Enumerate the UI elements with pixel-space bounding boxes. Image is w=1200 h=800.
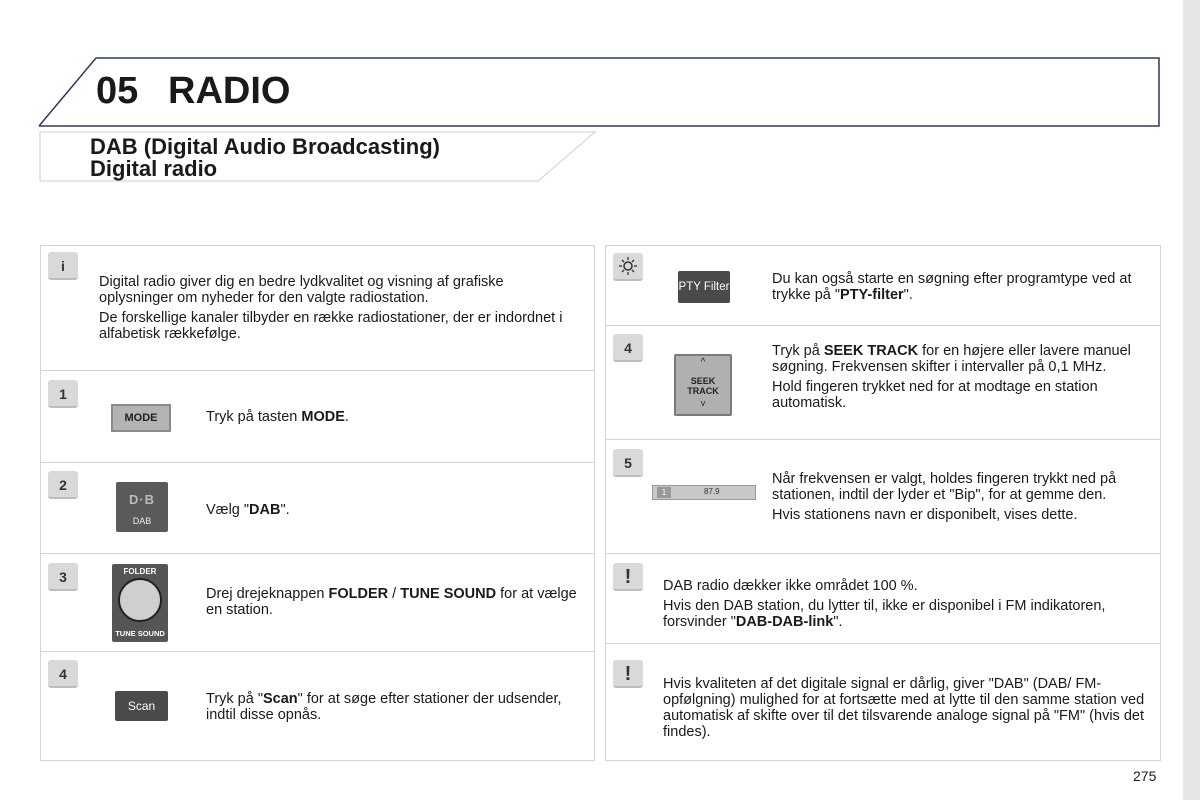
step-text-part: Tryk på " (206, 691, 263, 707)
chapter-number: 05 (96, 70, 139, 112)
info-paragraph: Digital radio giver dig en bedre lydkvalitet og visning af grafiske oplysninger om nyheder for den valgte radiostation. (99, 274, 504, 306)
step-paragraph: Når frekvensen er valgt, holdes fingeren trykkt ned på stationen, indtil der lyder et "Bip", for at gemme den. (772, 471, 1117, 503)
warning-paragraph: Hvis kvaliteten af det digitale signal er dårlig, giver "DAB" (DAB/ FM-opfølgning) mulighed for at fortsætte med at lytte til den samme station ved automatisk af skifte over til det tilsvarende analoge signal på "FM" (hvis det findes). (663, 676, 1145, 740)
step-text-bold: Scan (262, 691, 298, 707)
step-paragraph (772, 343, 1156, 375)
step-text-part: Vælg " (206, 502, 250, 518)
step-text-part: Tryk på tasten (206, 409, 302, 425)
tip-text-bold: PTY-filter (840, 287, 904, 303)
dab-logo: D·B (128, 492, 156, 507)
warning-paragraph: DAB radio dækker ikke området 100 %. (663, 578, 918, 594)
info-paragraph: De forskellige kanaler tilbyder en række radiostationer, der er indordnet i alfabetisk rækkefølge. (99, 310, 563, 342)
divider (605, 325, 1161, 326)
step-text (206, 502, 576, 518)
step-text (206, 409, 576, 425)
divider (605, 439, 1161, 440)
step-number-badge: 5 (613, 449, 643, 477)
chapter-title: RADIO (168, 70, 291, 112)
warning-text-part: Hvis den DAB station, du lytter til, ikke er disponibel i FM indikatoren, forsvinder " (663, 598, 1106, 630)
step-text-bold: MODE (301, 409, 345, 425)
step-text-bold: TUNE SOUND (400, 586, 497, 602)
frequency-value: 87.9 (704, 487, 720, 496)
divider (605, 643, 1161, 644)
chevron-down-icon: v (700, 398, 706, 408)
step-text (206, 586, 578, 618)
warning-paragraph (663, 598, 1158, 630)
step-number-badge: 1 (48, 380, 78, 408)
step-text (772, 343, 1156, 415)
step-text (772, 471, 1158, 527)
knob-top-label: FOLDER (123, 567, 157, 576)
step-text-bold: FOLDER (328, 586, 389, 602)
warning-icon: ! (613, 563, 643, 591)
dab-button-image (116, 482, 168, 532)
step-text (206, 691, 578, 723)
folder-tune-sound-knob-image (112, 564, 168, 642)
dab-button-label: DAB (132, 516, 152, 526)
info-icon: i (48, 252, 78, 280)
divider (40, 462, 595, 463)
step-number-badge: 2 (48, 471, 78, 499)
step-paragraph: Hold fingeren trykket ned for at modtage en station automatisk. (772, 379, 1098, 411)
step-text-part: . (344, 409, 349, 425)
warning-text (663, 676, 1158, 744)
tip-text-part: ". (903, 287, 913, 303)
warning-icon: ! (613, 660, 643, 688)
track-label: TRACK (687, 386, 719, 396)
divider (40, 651, 595, 652)
warning-text (663, 578, 1158, 634)
chevron-up-icon: ^ (700, 357, 706, 368)
warning-text-part: ". (833, 614, 843, 630)
section-title-line1: DAB (Digital Audio Broadcasting) (90, 134, 440, 159)
step-text-part: " for at søge efter stationer der udsender, indtil disse opnås. (206, 691, 562, 723)
seek-track-button-image (674, 354, 732, 416)
station-preset-bar-image (652, 485, 756, 500)
step-number-badge: 3 (48, 563, 78, 591)
knob-bottom-label: TUNE SOUND (115, 629, 165, 638)
warning-text-bold: DAB-DAB-link (735, 614, 834, 630)
step-text-part: ". (280, 502, 290, 518)
mode-button-image: MODE (111, 404, 171, 432)
step-text-bold: SEEK TRACK (823, 343, 919, 359)
tip-text-part: Du kan også starte en søgning efter programtype ved at trykke på " (772, 271, 1132, 303)
scan-button-image: Scan (115, 691, 168, 721)
step-text-bold: DAB (249, 502, 281, 518)
page-edge-strip (1183, 0, 1200, 800)
section-title (90, 136, 440, 180)
seek-label: SEEK (690, 376, 716, 386)
step-paragraph: Hvis stationens navn er disponibelt, vises dette. (772, 507, 1078, 523)
tip-text (772, 271, 1156, 303)
step-number-badge: 4 (613, 334, 643, 362)
step-text-part: / (388, 586, 401, 602)
section-title-line2: Digital radio (90, 156, 218, 181)
preset-number: 1 (657, 487, 671, 498)
page-number: 275 (1133, 768, 1157, 784)
knob-icon (118, 578, 162, 622)
divider (605, 553, 1161, 554)
pty-filter-button-image: PTY Filter (678, 271, 730, 303)
tip-lightbulb-icon (613, 253, 643, 281)
divider (40, 370, 595, 371)
seek-track-label (676, 376, 730, 396)
step-text-part: Drej drejeknappen (206, 586, 329, 602)
step-text-part: for at vælge en station. (206, 586, 577, 618)
step-text-part: Tryk på (772, 343, 824, 359)
info-text (99, 274, 569, 346)
step-number-badge: 4 (48, 660, 78, 688)
divider (40, 553, 595, 554)
step-text-part: for en højere eller lavere manuel søgning. Frekvensen skifter i intervaller på 0,1 MHz. (772, 343, 1131, 375)
